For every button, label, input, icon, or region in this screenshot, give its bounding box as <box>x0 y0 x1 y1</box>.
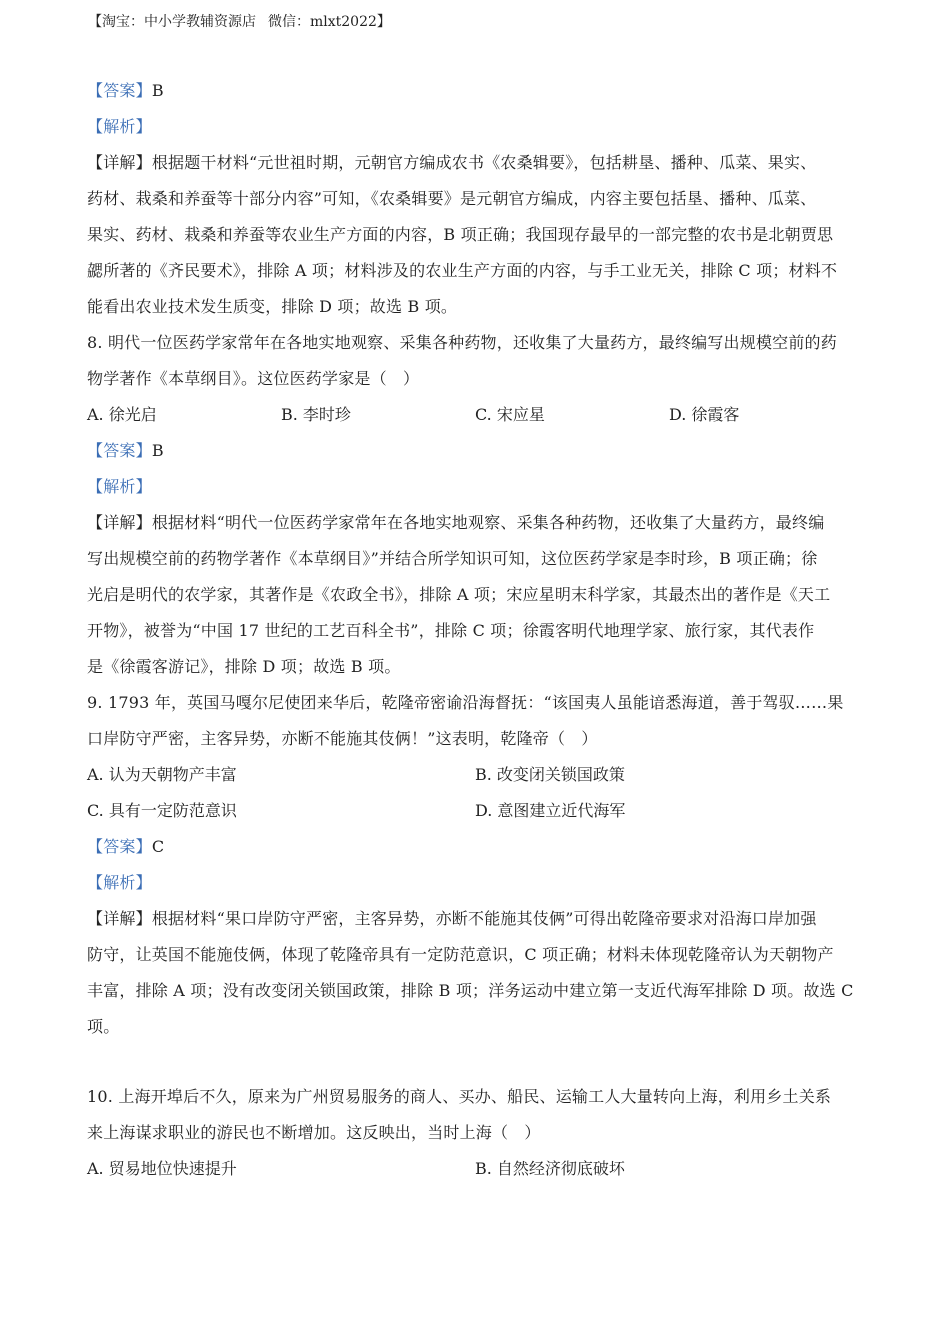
header-wechat: 微信：mlxt2022】 <box>268 14 391 30</box>
q9-detail-line: 【详解】根据材料“果口岸防守严密，主客异势，亦断不能施其伎俩”可得出乾隆帝要求对沿海口岸加强 <box>87 909 817 928</box>
q7-detail-line: 药材、栽桑和养蚕等十部分内容”可知，《农桑辑要》是元朝官方编成，内容主要包括垦、播种、瓜菜、 <box>87 189 817 208</box>
q9-detail-line: 项。 <box>87 1017 120 1036</box>
q9-option-c: C. 具有一定防范意识 <box>87 801 237 820</box>
q9-analysis <box>87 865 867 901</box>
answer-value: B <box>151 81 164 100</box>
q9-option-b: B. 改变闭关锁国政策 <box>475 765 625 784</box>
detail-label: 【详解】 <box>87 153 152 172</box>
detail-label: 【详解】 <box>87 513 152 532</box>
q8-stem-line: 8. 明代一位医药学家常年在各地实地观察、采集各种药物，还收集了大量药方，最终编写出规模空前的药 <box>87 333 837 352</box>
q10-stem-line: 10. 上海开埠后不久，原来为广州贸易服务的商人、买办、船民、运输工人大量转向上海，利用乡土关系 <box>87 1087 832 1106</box>
analysis-label: 【解析】 <box>87 477 152 496</box>
q7-answer <box>87 73 867 109</box>
q8-detail-line: 是《徐霞客游记》，排除 D 项；故选 B 项。 <box>87 657 401 676</box>
answer-label: 【答案】 <box>87 81 152 100</box>
q10-stem-line: 来上海谋求职业的游民也不断增加。这反映出，当时上海（ ） <box>87 1123 541 1142</box>
q8-stem-line: 物学著作《本草纲目》。这位医药学家是（ ） <box>87 369 420 388</box>
q8-detail-line: 光启是明代的农学家，其著作是《农政全书》，排除 A 项；宋应星明末科学家，其最杰出的著作是《天工 <box>87 585 831 604</box>
answer-value: B <box>151 441 164 460</box>
answer-value: C <box>151 837 165 856</box>
q7-analysis <box>87 109 867 145</box>
q9-detail-line: 丰富，排除 A 项；没有改变闭关锁国政策，排除 B 项；洋务运动中建立第一支近代海军排除 D 项。故选 C <box>87 981 854 1000</box>
q9-stem-line: 口岸防守严密，主客异势，亦断不能施其伎俩！”这表明，乾隆帝（ ） <box>87 729 598 748</box>
q9-stem-line: 9. 1793 年，英国马嘎尔尼使团来华后，乾隆帝密谕沿海督抚：“该国夷人虽能谙悉海道，善于驾驭……果 <box>87 693 844 712</box>
q7-detail-line: 勰所著的《齐民要术》，排除 A 项；材料涉及的农业生产方面的内容，与手工业无关，排除 C 项；材料不 <box>87 261 838 280</box>
q8-analysis <box>87 469 867 505</box>
q8-option-b: B. 李时珍 <box>281 405 351 424</box>
q7-detail-line: 能看出农业技术发生质变，排除 D 项；故选 B 项。 <box>87 297 458 316</box>
q9-options-row <box>87 757 867 793</box>
q10-options-row <box>87 1151 867 1187</box>
document-content <box>87 73 867 1187</box>
q9-option-a: A. 认为天朝物产丰富 <box>87 765 237 784</box>
detail-label: 【详解】 <box>87 909 152 928</box>
q10-option-a: A. 贸易地位快速提升 <box>87 1159 237 1178</box>
analysis-label: 【解析】 <box>87 873 152 892</box>
q8-option-c: C. 宋应星 <box>475 405 545 424</box>
header-shop: 【淘宝：中小学教辅资源店 <box>88 14 256 30</box>
answer-label: 【答案】 <box>87 441 152 460</box>
q8-answer <box>87 433 867 469</box>
q9-option-d: D. 意图建立近代海军 <box>475 801 626 820</box>
q8-option-d: D. 徐霞客 <box>669 405 740 424</box>
q8-detail-line: 开物》，被誉为“中国 17 世纪的工艺百科全书”，排除 C 项；徐霞客明代地理学家、旅行家，其代表作 <box>87 621 815 640</box>
q8-detail-line: 【详解】根据材料“明代一位医药学家常年在各地实地观察、采集各种药物，还收集了大量药方，最终编 <box>87 513 825 532</box>
spacer <box>87 1045 867 1079</box>
page-header <box>88 12 391 32</box>
q9-detail-line: 防守，让英国不能施伎俩，体现了乾隆帝具有一定防范意识，C 项正确；材料未体现乾隆帝认为天朝物产 <box>87 945 834 964</box>
q9-options-row <box>87 793 867 829</box>
answer-label: 【答案】 <box>87 837 152 856</box>
analysis-label: 【解析】 <box>87 117 152 136</box>
q9-answer <box>87 829 867 865</box>
q8-option-a: A. 徐光启 <box>87 405 157 424</box>
q10-option-b: B. 自然经济彻底破坏 <box>475 1159 625 1178</box>
q7-detail-line: 【详解】根据题干材料“元世祖时期，元朝官方编成农书《农桑辑要》，包括耕垦、播种、瓜菜、果实、 <box>87 153 817 172</box>
q8-options <box>87 397 867 433</box>
q7-detail-line: 果实、药材、栽桑和养蚕等农业生产方面的内容，B 项正确；我国现存最早的一部完整的农书是北朝贾思 <box>87 225 834 244</box>
q8-detail-line: 写出规模空前的药物学著作《本草纲目》”并结合所学知识可知，这位医药学家是李时珍，B 项正确；徐 <box>87 549 818 568</box>
